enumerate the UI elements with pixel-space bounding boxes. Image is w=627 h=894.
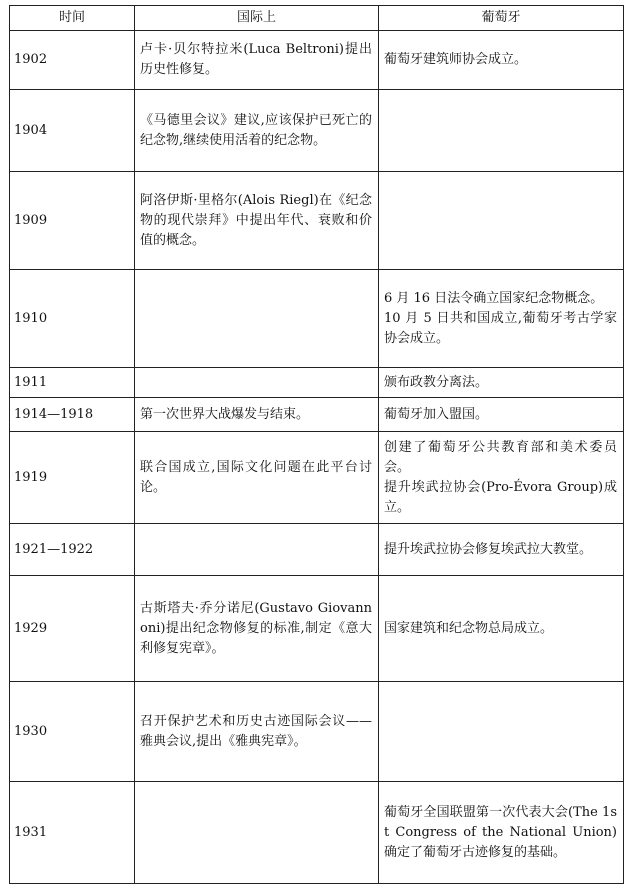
portugal-event: 6 月 16 日法令确立国家纪念物概念。 xyxy=(384,290,604,306)
cell-portugal xyxy=(379,782,624,884)
table-row xyxy=(10,524,624,576)
cell-international: 《马德里会议》建议,应该保护已死亡的纪念物,继续使用活着的纪念物。 xyxy=(135,90,379,172)
cell-time: 1930 xyxy=(10,682,135,782)
cell-international xyxy=(135,368,379,398)
portugal-event: 创建了葡萄牙公共教育部和美术委员会。 xyxy=(384,439,617,475)
cell-international: 阿洛伊斯·里格尔(Alois Riegl)在《纪念物的现代崇拜》中提出年代、衰败和价值的概念。 xyxy=(135,172,379,270)
header-time: 时间 xyxy=(10,6,135,31)
history-table xyxy=(9,5,624,884)
table-row xyxy=(10,682,624,782)
table-row xyxy=(10,90,624,172)
cell-time: 1931 xyxy=(10,782,135,884)
cell-portugal xyxy=(379,31,624,90)
portugal-event: 提升埃武拉协会修复埃武拉大教堂。 xyxy=(384,541,593,557)
cell-international: 卢卡·贝尔特拉米(Luca Beltroni)提出历史性修复。 xyxy=(135,31,379,90)
table-row xyxy=(10,398,624,432)
table-row xyxy=(10,270,624,368)
cell-international: 召开保护艺术和历史古迹国际会议——雅典会议,提出《雅典宪章》。 xyxy=(135,682,379,782)
table-row xyxy=(10,432,624,524)
cell-portugal xyxy=(379,432,624,524)
cell-time: 1919 xyxy=(10,432,135,524)
cell-portugal xyxy=(379,398,624,432)
cell-time: 1902 xyxy=(10,31,135,90)
cell-international xyxy=(135,270,379,368)
header-international: 国际上 xyxy=(135,6,379,31)
cell-time: 1910 xyxy=(10,270,135,368)
cell-portugal xyxy=(379,524,624,576)
cell-time: 1909 xyxy=(10,172,135,270)
cell-international: 第一次世界大战爆发与结束。 xyxy=(135,398,379,432)
cell-international xyxy=(135,524,379,576)
cell-time: 1929 xyxy=(10,576,135,682)
portugal-event: 提升埃武拉协会(Pro-Évora Group)成立。 xyxy=(384,479,617,515)
portugal-event: 10 月 5 日共和国成立,葡萄牙考古学家协会成立。 xyxy=(384,310,617,346)
table-row xyxy=(10,31,624,90)
cell-portugal xyxy=(379,368,624,398)
portugal-event: 葡萄牙加入盟国。 xyxy=(384,406,489,422)
header-portugal: 葡萄牙 xyxy=(379,6,624,31)
cell-time: 1904 xyxy=(10,90,135,172)
table-row xyxy=(10,368,624,398)
cell-international: 联合国成立,国际文化问题在此平台讨论。 xyxy=(135,432,379,524)
cell-portugal xyxy=(379,90,624,172)
portugal-event: 颁布政教分离法。 xyxy=(384,374,489,390)
cell-time: 1921—1922 xyxy=(10,524,135,576)
portugal-event: 国家建筑和纪念物总局成立。 xyxy=(384,620,554,636)
cell-time: 1914—1918 xyxy=(10,398,135,432)
cell-portugal xyxy=(379,270,624,368)
table-row xyxy=(10,576,624,682)
cell-portugal xyxy=(379,172,624,270)
cell-international: 古斯塔夫·乔分诺尼(Gustavo Giovannoni)提出纪念物修复的标准,制定《意大利修复宪章》。 xyxy=(135,576,379,682)
cell-portugal xyxy=(379,682,624,782)
cell-international xyxy=(135,782,379,884)
table-row xyxy=(10,172,624,270)
portugal-event: 葡萄牙全国联盟第一次代表大会(The 1st Congress of the National Union)确定了葡萄牙古迹修复的基础。 xyxy=(384,804,617,860)
table-header-row xyxy=(10,6,624,31)
table-row xyxy=(10,782,624,884)
portugal-event: 葡萄牙建筑师协会成立。 xyxy=(384,52,528,67)
cell-portugal xyxy=(379,576,624,682)
cell-time: 1911 xyxy=(10,368,135,398)
